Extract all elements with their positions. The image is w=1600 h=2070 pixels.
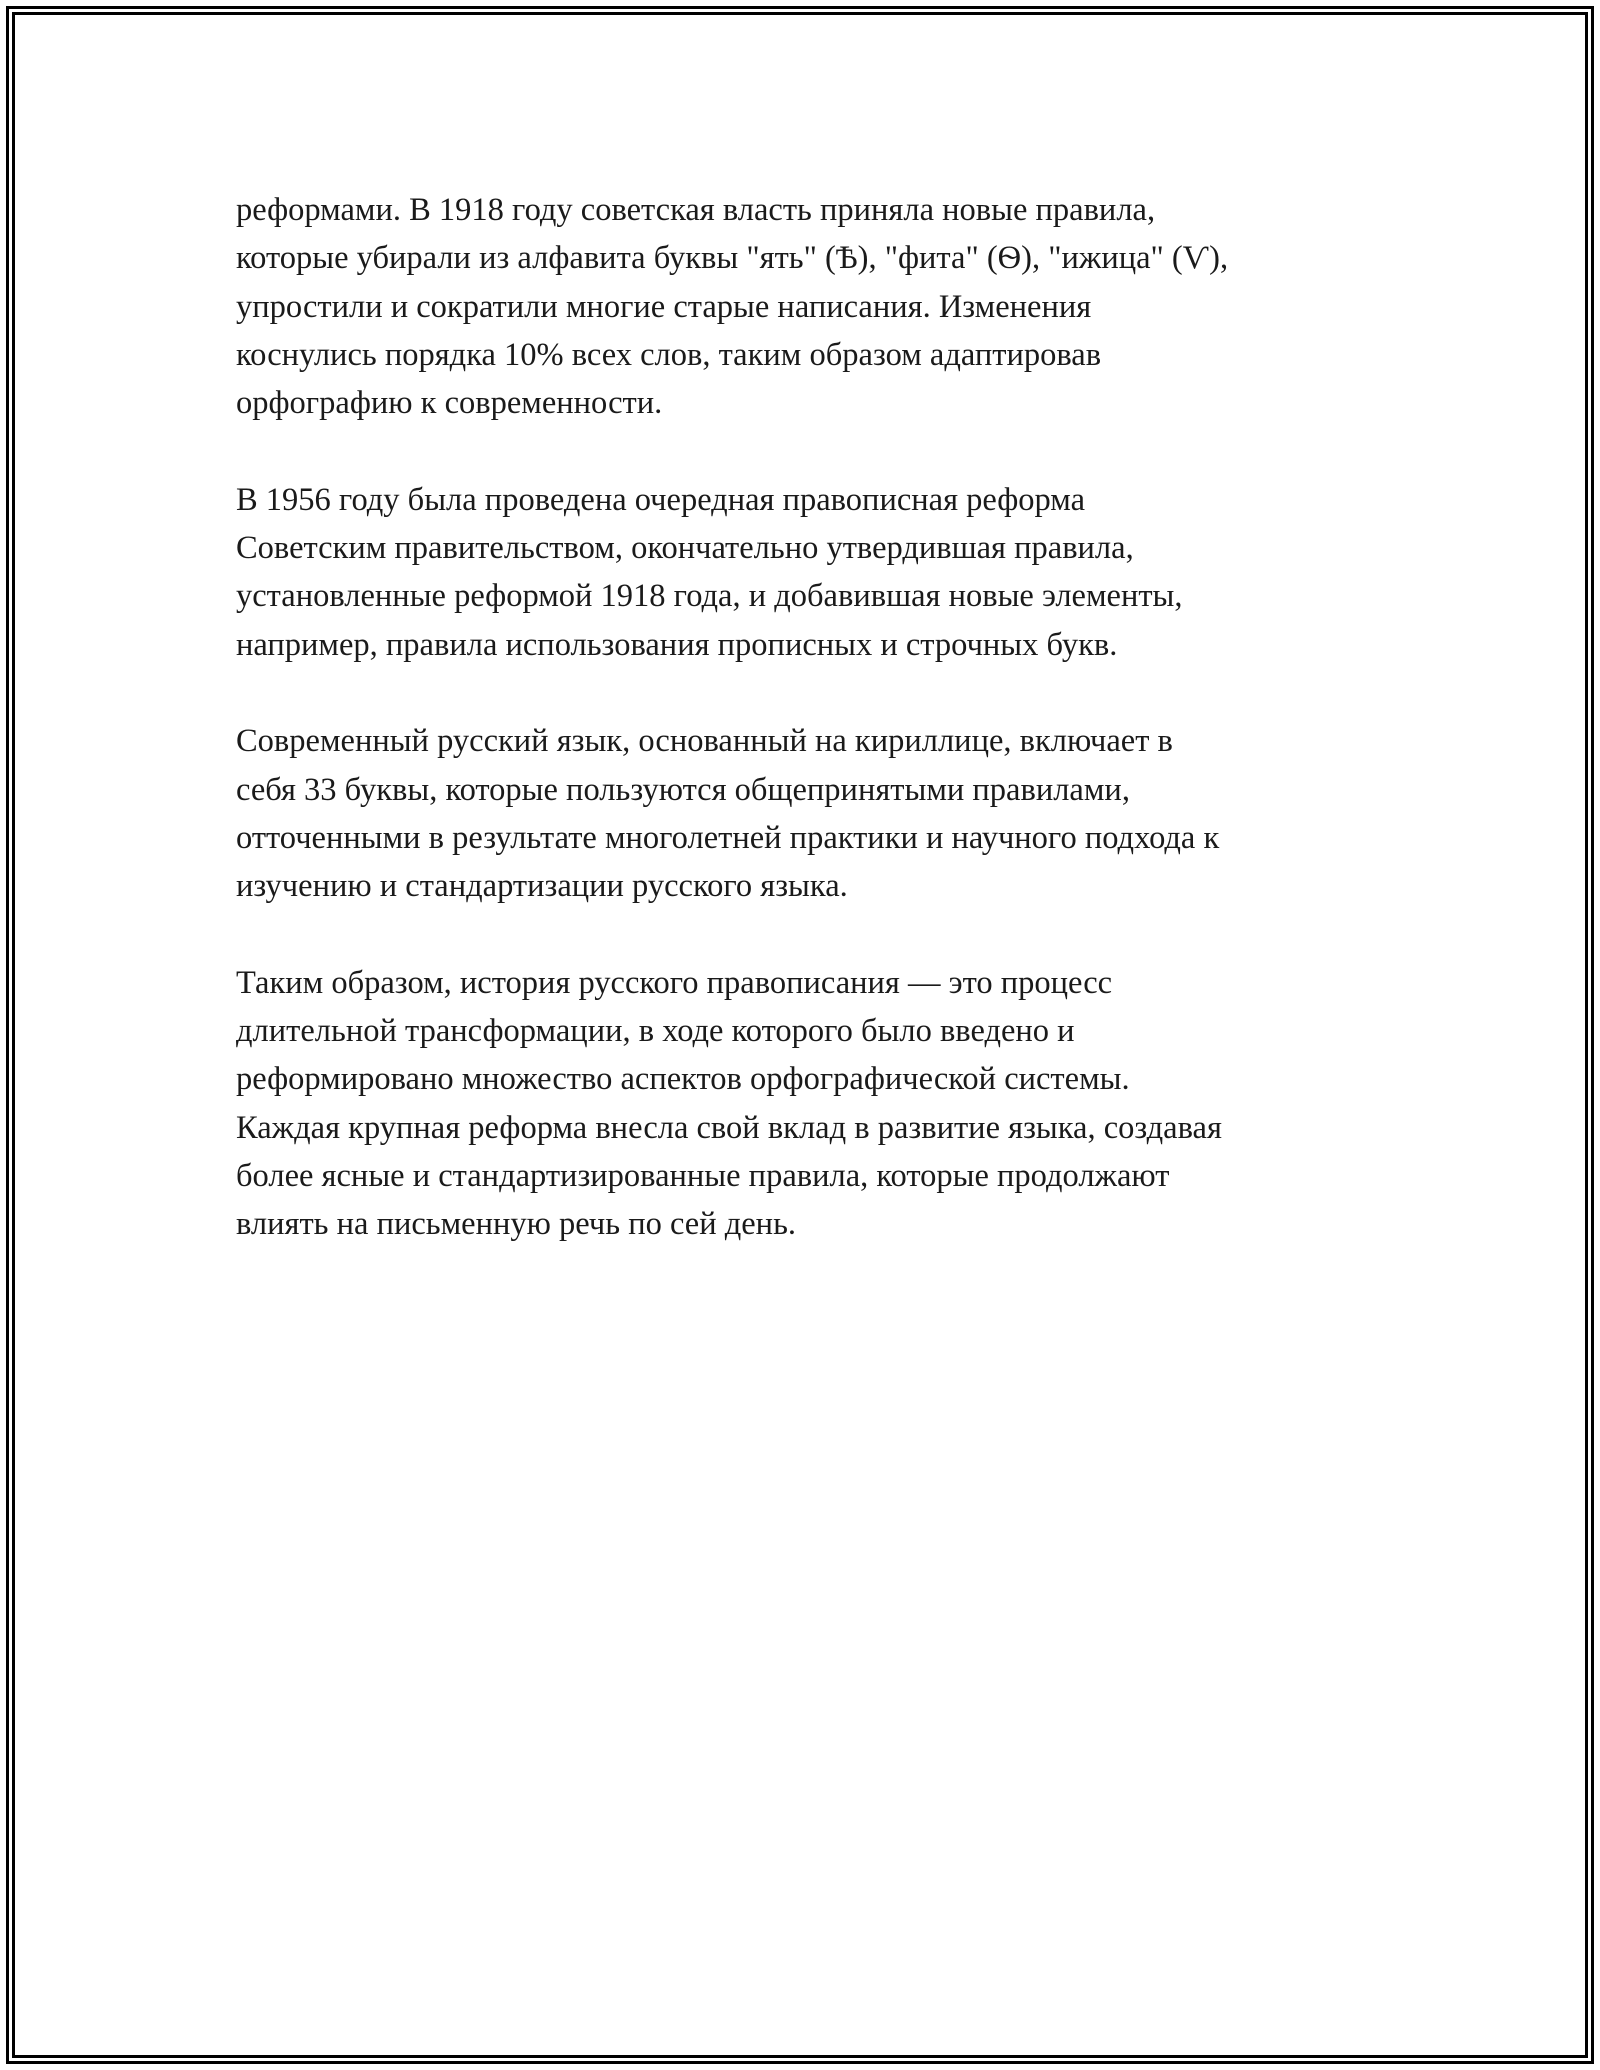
paragraph-1956-reform [236, 476, 1386, 669]
text-line: установленные реформой 1918 года, и добавившая новые элементы, [236, 578, 1183, 615]
text-line: В 1956 году была проведена очередная правописная реформа [236, 481, 1086, 518]
text-line: Каждая крупная реформа внесла свой вклад в развитие языка, создавая [236, 1109, 1222, 1146]
text-line: изучению и стандартизации русского языка. [236, 868, 848, 905]
text-line: Таким образом, история русского правописания — это процесс [236, 964, 1113, 1001]
text-line: реформировано множество аспектов орфографической системы. [236, 1061, 1130, 1098]
paragraph-1918-reform [236, 186, 1386, 427]
text-line: длительной трансформации, в ходе которого было введено и [236, 1013, 1075, 1050]
text-line: например, правила использования прописных и строчных букв. [236, 626, 1118, 663]
text-line: отточенными в результате многолетней практики и научного подхода к [236, 819, 1220, 856]
text-line: упростили и сократили многие старые написания. Изменения [236, 288, 1092, 325]
text-line: Современный русский язык, основанный на кириллице, включает в [236, 723, 1173, 760]
paragraph-modern-russian [236, 717, 1386, 910]
text-line: орфографию к современности. [236, 385, 663, 422]
text-line: более ясные и стандартизированные правила, которые продолжают [236, 1157, 1170, 1194]
paragraph-conclusion [236, 959, 1386, 1249]
text-line: влиять на письменную речь по сей день. [236, 1206, 797, 1243]
text-line: коснулись порядка 10% всех слов, таким образом адаптировав [236, 336, 1102, 373]
document-body [236, 186, 1386, 1297]
text-line: себя 33 буквы, которые пользуются общепринятыми правилами, [236, 771, 1130, 808]
text-line: реформами. В 1918 году советская власть приняла новые правила, [236, 192, 1156, 228]
text-line: которые убирали из алфавита буквы "ять" (Ѣ), "фита" (Ѳ), "ижица" (Ѵ), [236, 240, 1229, 277]
text-line: Советским правительством, окончательно утвердившая правила, [236, 530, 1134, 567]
